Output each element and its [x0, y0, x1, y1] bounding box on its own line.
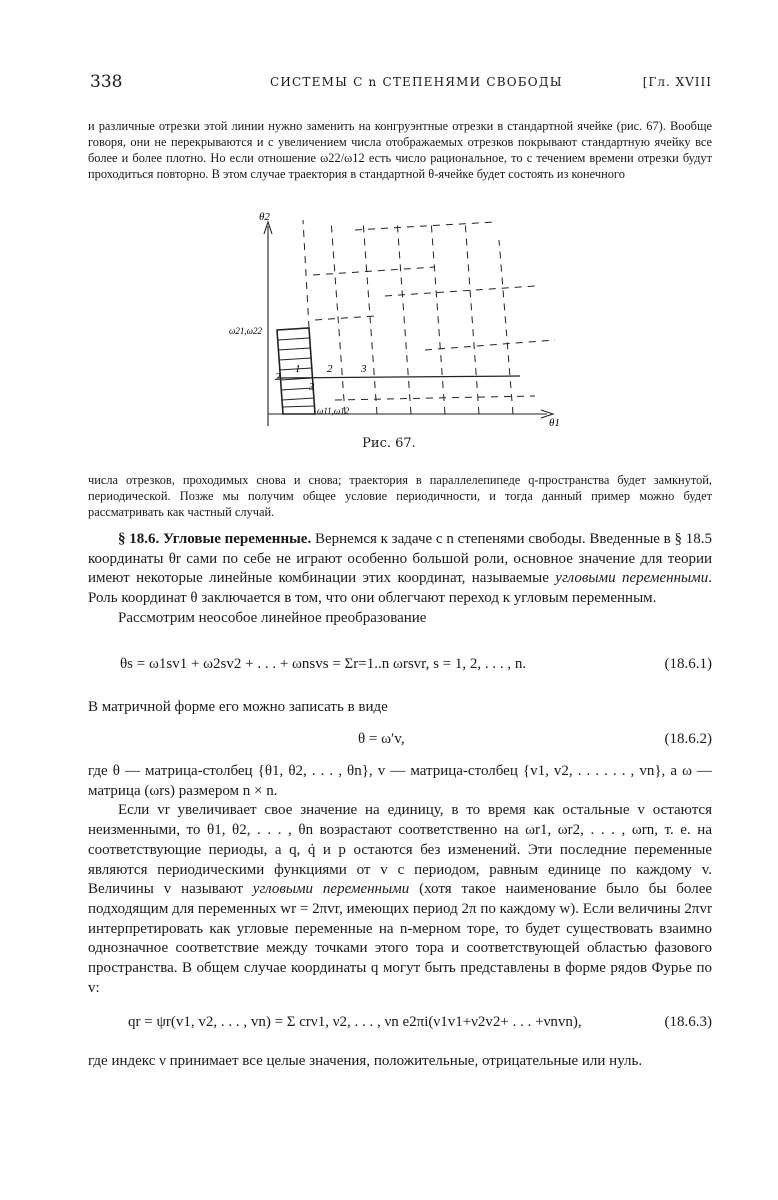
phase-cell-diagram — [229, 200, 575, 436]
final-paragraph: где индекс ν принимает все целые значения, положительные, отрицательные или нуль. — [88, 1053, 643, 1069]
after-figure-paragraph: числа отрезков, проходимых снова и снова; траектория в параллелепипеде q-пространства будет замкнутой, периодической. Позже мы получим общее условие периодичности, и тогда данный пример можно будет рассматривать как частный случай. — [88, 473, 712, 519]
section-number: § 18.6. — [118, 531, 160, 547]
chapter-marker: [Гл. XVIII — [642, 75, 712, 89]
transform-paragraph: Рассмотрим неособое линейное преобразование — [118, 609, 427, 626]
segment-label: 2 — [275, 371, 281, 383]
segment-label: 3 — [361, 363, 367, 375]
segment-label: 1 — [295, 363, 301, 375]
equation-number: (18.6.2) — [664, 731, 712, 747]
section-title: Угловые переменные. — [163, 531, 312, 547]
x-axis-label: θ1 — [549, 417, 560, 429]
equation-formula: θ = ω′v, — [358, 731, 405, 747]
top-paragraph: и различные отрезки этой линии нужно заменить на конгруэнтные отрезки в стандартной ячейке (рис. 67). Вообще говоря, они не перекрываются и с увеличением числа отображаемых отрезков покрывают стандартную ячейку все более и более плотно. Но если отношение ω22/ω12 есть число рациональное, то с течением времени отрезки будут проходиться повторно. В этом случае траектория в стандартной θ-ячейке будет состоять из конечного — [88, 119, 712, 181]
lattice-lines — [303, 220, 555, 414]
equation-18-6-3 — [88, 1014, 712, 1042]
where-paragraph: где θ — матрица-столбец {θ1, θ2, . . . , θn}, v — матрица-столбец {v1, v2, . . . . . . , vn}, а ω — матрица (ωrs) размером n × n. Если vr увеличивает свое значение на единицу, в то время как остальные v остаются неизменными, то θ1, θ2, . . . , θn возрастают соответственно на ωr1, ωr2, . . . , ωrn, т. е. на соответствующие периоды, а q, q̇ и p остаются без изменений. Эти последние переменные являются периодическими функциями от v с периодом, равным единице по каждому v. Величины v называют угловыми переменными (хотя такое наименование было бы более подходящим для переменных wr = 2πvr, имеющих период 2π по каждому w). Если величины 2πvr интерпретировать как угловые переменные на n-мерном торе, то будет существовать взаимно однозначное соответствие между точками этого тора и соответствующей областью фазового пространства. В общем случае координаты q могут быть представлены в форме рядов Фурье по v: — [88, 762, 712, 998]
running-header — [90, 72, 712, 94]
equation-formula: θs = ω1sv1 + ω2sv2 + . . . + ωnsvs = Σr=1..n ωrsvr, s = 1, 2, . . . , n. — [120, 656, 527, 672]
point-label-upper: ω21,ω22 — [229, 326, 262, 336]
segment-label: 2 — [327, 363, 333, 375]
section-paragraph: § 18.6. Угловые переменные. Вернемся к задаче с n степенями свободы. Введенные в § 18.5 координаты θr сами по себе не играют особенно большой роли, основное значение для теории имеют некоторые линейные комбинации этих координат, называемые угловыми переменными. Роль координат θ заключается в том, что они облегчают переход к угловым переменным. Рассмотрим неособое линейное преобразование — [88, 530, 712, 629]
equation-formula: qr = ψr(v1, v2, . . . , vn) = Σ crν1, ν2, . . . , νn e2πi(ν1v1+ν2v2+ . . . +νnvn), — [128, 1014, 582, 1030]
running-title: СИСТЕМЫ С n СТЕПЕНЯМИ СВОБОДЫ — [270, 75, 563, 89]
equation-number: (18.6.1) — [664, 656, 712, 672]
equation-18-6-2 — [88, 731, 712, 759]
y-axis-label: θ2 — [259, 211, 270, 223]
equation-number: (18.6.3) — [664, 1014, 712, 1030]
trajectory-line — [277, 376, 520, 378]
segment-label: 3 — [309, 381, 315, 393]
figure-67 — [229, 200, 575, 436]
figure-caption: Рис. 67. — [362, 436, 416, 451]
equation-18-6-1 — [88, 656, 712, 684]
page-number: 338 — [90, 72, 123, 92]
point-label-lower: ω11,ω12 — [317, 406, 350, 416]
matrix-paragraph: В матричной форме его можно записать в виде — [88, 699, 388, 715]
if-paragraph: Если vr увеличивает свое значение на единицу, в то время как остальные v остаются неизменными, то θ1, θ2, . . . , θn возрастают соответственно на ωr1, ωr2, . . . , ωrn, т. е. на соответствующие периоды, а q, q̇ и p остаются без изменений. Эти последние переменные являются периодическими функциями от v с периодом, равным единице по каждому v. Величины v называют угловыми переменными (хотя такое наименование было бы более подходящим для переменных wr = 2πvr, имеющих период 2π по каждому w). Если величины 2πvr интерпретировать как угловые переменные на n-мерном торе, то будет существовать взаимно однозначное соответствие между точками этого тора и соответствующей областью фазового пространства. В общем случае координаты q могут быть представлены в форме рядов Фурье по v: — [88, 802, 713, 996]
